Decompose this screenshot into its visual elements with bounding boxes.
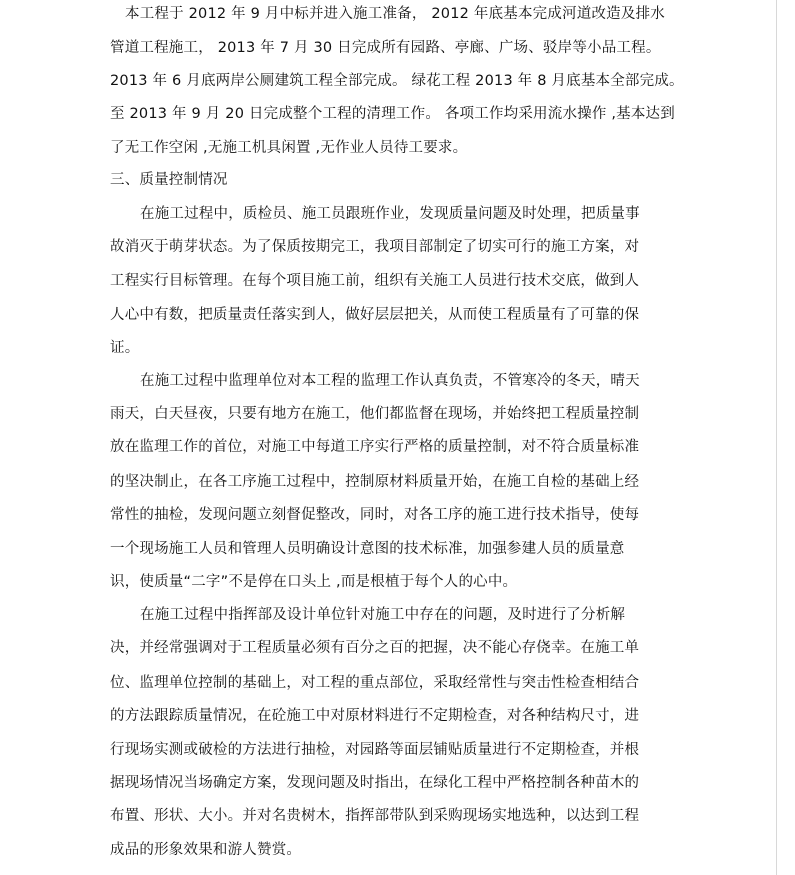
- text-line-1: 本工程于 2012 年 9 月中标并进入施工准备， 2012 年底基本完成河道改造及排水: [125, 6, 665, 22]
- paragraph-2-line-4: 的坚决制止，在各工序施工过程中，控制原材料质量开始，在施工自检的基础上经: [110, 474, 640, 490]
- paragraph-1-line-1: 在施工过程中，质检员、施工员跟班作业，发现质量问题及时处理，把质量事: [140, 206, 640, 222]
- paragraph-1-line-5: 证。: [110, 340, 140, 356]
- paragraph-2-line-7: 识，使质量“二字”不是停在口头上 ,而是根植于每个人的心中。: [110, 574, 518, 590]
- paragraph-2-line-5: 常性的抽检，发现问题立刻督促整改，同时，对各工序的施工进行技术指导，使每: [110, 507, 640, 523]
- paragraph-3-line-6: 据现场情况当场确定方案，发现问题及时指出，在绿化工程中严格控制各种苗木的: [110, 775, 640, 791]
- paragraph-3-line-4: 的方法跟踪质量情况，在砼施工中对原材料进行不定期检查，对各种结构尺寸，进: [110, 708, 640, 724]
- text-line-5: 了无工作空闲 ,无施工机具闲置 ,无作业人员待工要求。: [110, 140, 468, 156]
- paragraph-3-line-7: 布置、形状、大小。并对名贵树木，指挥部带队到采购现场实地选种，以达到工程: [110, 808, 640, 824]
- paragraph-2-line-3: 放在监理工作的首位，对施工中每道工序实行严格的质量控制，对不符合质量标准: [110, 439, 640, 455]
- text-line-4: 至 2013 年 9 月 20 日完成整个工程的清理工作。 各项工作均采用流水操作 ,基本达到: [110, 106, 675, 122]
- section-heading: 三、质量控制情况: [110, 172, 228, 188]
- paragraph-3-line-8: 成品的形象效果和游人赞赏。: [110, 842, 302, 858]
- page-edge-divider: [776, 0, 777, 875]
- paragraph-3-line-1: 在施工过程中指挥部及设计单位针对施工中存在的问题，及时进行了分析解: [140, 607, 626, 623]
- paragraph-2-line-1: 在施工过程中监理单位对本工程的监理工作认真负责，不管寒冷的冬天，晴天: [140, 373, 640, 389]
- text-line-2: 管道工程施工， 2013 年 7 月 30 日完成所有园路、亭廊、广场、驳岸等小品工程。: [110, 40, 661, 56]
- paragraph-2-line-6: 一个现场施工人员和管理人员明确设计意图的技术标准，加强参建人员的质量意: [110, 541, 625, 557]
- paragraph-1-line-4: 人心中有数，把质量责任落实到人，做好层层把关，从而使工程质量有了可靠的保: [110, 307, 640, 323]
- paragraph-1-line-2: 故消灭于萌芽状态。为了保质按期完工，我项目部制定了切实可行的施工方案，对: [110, 239, 640, 255]
- paragraph-2-line-2: 雨天，白天昼夜，只要有地方在施工，他们都监督在现场，并始终把工程质量控制: [110, 406, 640, 422]
- paragraph-3-line-3: 位、监理单位控制的基础上，对工程的重点部位，采取经常性与突击性检查相结合: [110, 675, 640, 691]
- paragraph-1-line-3: 工程实行目标管理。在每个项目施工前，组织有关施工人员进行技术交底，做到人: [110, 273, 640, 289]
- paragraph-3-line-5: 行现场实测或破检的方法进行抽检，对园路等面层铺贴质量进行不定期检查，并根: [110, 742, 640, 758]
- paragraph-3-line-2: 决，并经常强调对于工程质量必须有百分之百的把握，决不能心存侥幸。在施工单: [110, 640, 640, 656]
- text-line-3: 2013 年 6 月底两岸公厕建筑工程全部完成。 绿花工程 2013 年 8 月底基本全部完成。: [110, 73, 684, 89]
